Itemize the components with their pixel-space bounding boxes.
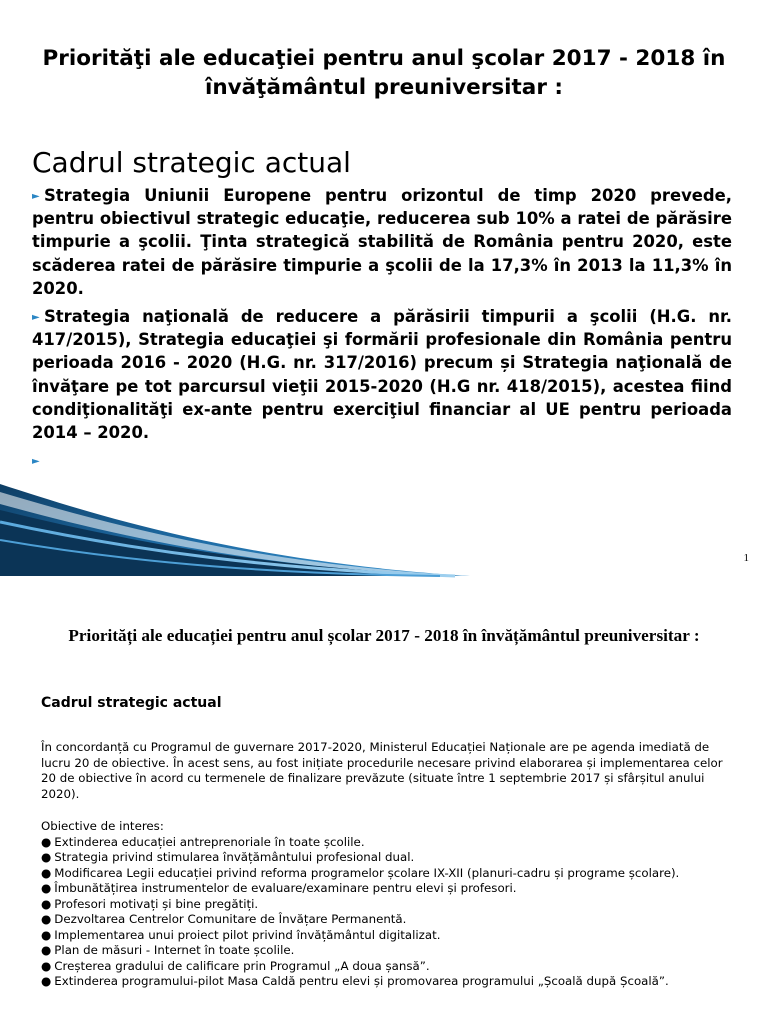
objective-item	[41, 943, 738, 959]
dot-bullet-icon: ●	[41, 927, 52, 942]
slide-notes	[0, 590, 768, 1024]
bullet-text: Strategia Uniunii Europene pentru orizontul de timp 2020 prevede, pentru obiectivul strategic educaţie, reducerea sub 10% a ratei de părăsire timpurie a şcolii. Ţinta strategică stabilită de România pentru 2020, este scăderea ratei de părăsire timpurie a şcolii de la 17,3% în 2013 la 11,3% în 2020.	[32, 186, 732, 298]
notes-title: Priorități ale educației pentru anul școlar 2017 - 2018 în învățământul preuniversitar :	[68, 626, 700, 645]
dot-bullet-icon: ●	[41, 881, 52, 895]
slide-subtitle: Cadrul strategic actual	[32, 146, 351, 179]
slide-title: Priorităţi ale educaţiei pentru anul şcolar 2017 - 2018 în învăţământul preuniversitar :	[42, 46, 726, 100]
objectives-list	[41, 835, 738, 990]
dot-bullet-icon: ●	[41, 943, 52, 957]
intro-paragraph: În concordanță cu Programul de guvernare 2017-2020, Ministerul Educației Naționale are pe agenda imediată de lucru 20 de obiective. În acest sens, au fost inițiate procedurile necesare privind elaborarea și implementarea celor 20 de obiective în acord cu termenele de finalizare prevăzute (situate între 1 septembrie 2017 și sfârșitul anului 2020).	[41, 740, 723, 801]
objective-text: Strategia privind stimularea învățământului profesional dual.	[54, 850, 415, 864]
objective-text: Dezvoltarea Centrelor Comunitare de Învățare Permanentă.	[54, 912, 407, 926]
objective-item	[41, 850, 738, 866]
objective-text: Modificarea Legii educației privind reforma programelor școlare IX-XII (planuri-cadru și programe școlare).	[54, 865, 680, 880]
dot-bullet-icon: ●	[41, 896, 52, 911]
triangle-bullet-icon: ►	[32, 456, 40, 468]
bullet-item	[32, 305, 732, 444]
objective-item	[41, 866, 738, 882]
dot-bullet-icon: ●	[41, 958, 52, 973]
dot-bullet-icon: ●	[41, 912, 52, 926]
page-number: 1	[743, 552, 749, 564]
objective-text: Plan de măsuri - Internet în toate școlile.	[54, 943, 295, 957]
dot-bullet-icon: ●	[41, 974, 52, 988]
objective-item	[41, 835, 738, 851]
notes-subtitle: Cadrul strategic actual	[41, 695, 222, 711]
objective-text: Implementarea unui proiect pilot privind învățământul digitalizat.	[54, 927, 441, 942]
objective-item	[41, 912, 738, 928]
objective-text: Extinderea programului-pilot Masa Caldă pentru elevi și promovarea programului „Școală după Școală”.	[54, 974, 669, 988]
objective-item	[41, 959, 738, 975]
dot-bullet-icon: ●	[41, 850, 52, 864]
dot-bullet-icon: ●	[41, 865, 52, 880]
decorative-wave	[0, 470, 768, 590]
objective-item	[41, 974, 738, 990]
bullet-list	[32, 184, 732, 468]
objective-text: Profesori motivați și bine pregătiți.	[54, 896, 259, 911]
objectives-label: Obiective de interes:	[41, 819, 164, 833]
bullet-item	[32, 184, 732, 300]
objective-item	[41, 928, 738, 944]
objective-text: Extinderea educației antreprenoriale în toate școlile.	[54, 834, 365, 849]
objective-item	[41, 881, 738, 897]
triangle-bullet-icon: ►	[32, 191, 40, 202]
objective-text: Îmbunătățirea instrumentelor de evaluare/examinare pentru elevi și profesori.	[54, 881, 517, 895]
bullet-text: Strategia naţională de reducere a părăsirii timpurii a şcolii (H.G. nr. 417/2015), Strategia educaţiei şi formării profesionale din România pentru perioada 2016 - 2020 (H.G. nr. 317/2016) precum și Strategia naţională de învăţare pe tot parcursul vieţii 2015-2020 (H.G nr. 418/2015), acestea fiind condiţionalităţi ex-ante pentru exerciţiul financiar al UE pentru perioada 2014 – 2020.	[32, 307, 732, 443]
dot-bullet-icon: ●	[41, 834, 52, 849]
objective-item	[41, 897, 738, 913]
triangle-bullet-icon: ►	[32, 312, 40, 324]
objective-text: Creșterea gradului de calificare prin Programul „A doua șansă”.	[54, 958, 430, 973]
